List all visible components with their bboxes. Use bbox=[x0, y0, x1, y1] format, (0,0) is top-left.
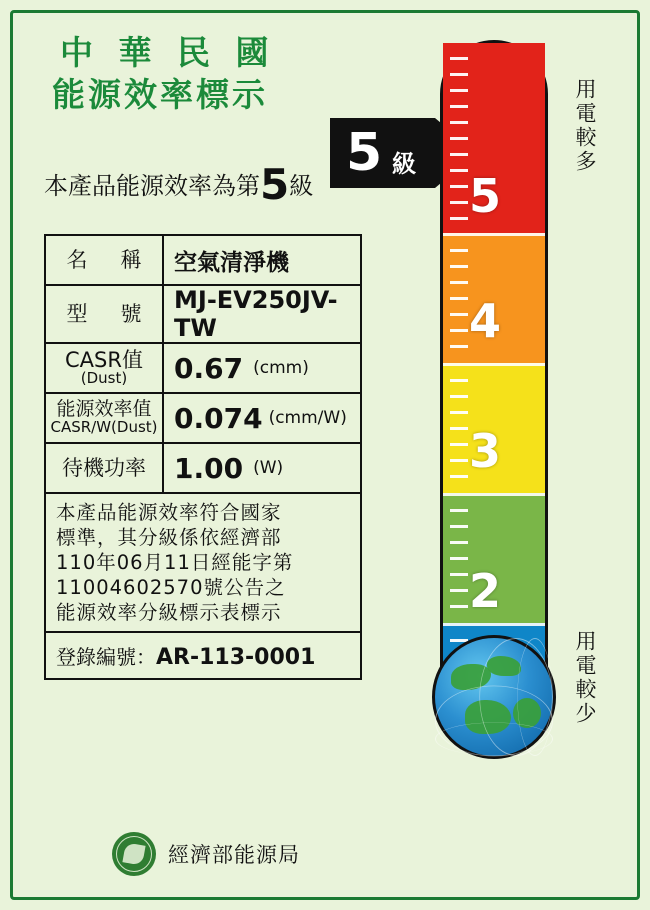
row-value-unit: (cmm) bbox=[253, 358, 309, 378]
level-number-2: 2 bbox=[469, 564, 502, 618]
grade-sentence bbox=[44, 160, 313, 209]
row-label-main: 型 號 bbox=[66, 301, 148, 326]
row-label bbox=[46, 236, 164, 284]
registration-value: AR-113-0001 bbox=[156, 645, 316, 670]
row-value-number: 0.67 bbox=[174, 351, 244, 385]
energy-thermometer bbox=[440, 40, 548, 740]
level-number-3: 3 bbox=[469, 424, 502, 478]
row-label bbox=[46, 394, 164, 442]
table-row bbox=[46, 236, 360, 286]
row-value bbox=[164, 444, 360, 492]
badge-number: 5 bbox=[346, 123, 383, 183]
product-info-table bbox=[44, 234, 362, 680]
table-row bbox=[46, 286, 360, 344]
badge-suffix: 級 bbox=[392, 150, 416, 178]
agency-name: 經濟部能源局 bbox=[168, 843, 300, 867]
row-value-unit: (cmm/W) bbox=[268, 408, 347, 428]
note-line: 110年06月11日經能字第 bbox=[56, 551, 294, 574]
row-value-text: MJ-EV250JV-TW bbox=[174, 286, 338, 342]
row-label bbox=[46, 344, 164, 392]
title-line-2: 能源效率標示 bbox=[52, 75, 268, 114]
compliance-note bbox=[46, 494, 360, 633]
row-label-main: 待機功率 bbox=[62, 455, 146, 480]
thermometer-bottom-note: 用電較少 bbox=[573, 630, 597, 726]
note-line: 能源效率分級標示表標示 bbox=[56, 601, 282, 624]
registration-row bbox=[46, 633, 360, 678]
registration-label: 登錄編號： bbox=[56, 645, 156, 669]
globe-parallel bbox=[435, 722, 553, 755]
seal-leaf-shape bbox=[122, 842, 145, 865]
row-label-sub: (Dust) bbox=[80, 369, 128, 388]
row-value-number: 1.00 bbox=[174, 451, 244, 485]
note-line: 標準，其分級係依經濟部 bbox=[56, 526, 282, 549]
row-label-main: 名 稱 bbox=[66, 247, 148, 272]
table-row bbox=[46, 344, 360, 394]
title-line-1: 中 華 民 國 bbox=[60, 33, 276, 72]
level-number-5: 5 bbox=[469, 169, 502, 223]
row-value-unit: (W) bbox=[253, 458, 284, 478]
grade-sentence-number: 5 bbox=[260, 160, 290, 209]
earth-globe-icon bbox=[432, 635, 556, 759]
row-label-main: 能源效率值 bbox=[56, 398, 152, 421]
thermometer-tube bbox=[440, 40, 548, 700]
table-row bbox=[46, 444, 360, 494]
note-line: 11004602570號公告之 bbox=[56, 576, 286, 599]
thermometer-top-note: 用電較多 bbox=[573, 78, 597, 174]
row-value bbox=[164, 344, 360, 392]
row-label bbox=[46, 444, 164, 492]
row-label bbox=[46, 286, 164, 342]
footer bbox=[112, 832, 300, 876]
row-value-text: 空氣清淨機 bbox=[174, 249, 289, 276]
note-line: 本產品能源效率符合國家 bbox=[56, 501, 282, 524]
row-value-number: 0.074 bbox=[174, 401, 263, 435]
row-value bbox=[164, 236, 360, 284]
row-label-sub: CASR/W(Dust) bbox=[50, 418, 158, 437]
grade-sentence-suffix: 級 bbox=[289, 172, 314, 200]
header bbox=[48, 32, 378, 116]
row-value bbox=[164, 394, 360, 442]
row-value bbox=[164, 286, 360, 342]
level-number-4: 4 bbox=[469, 294, 502, 348]
energy-bureau-seal-icon bbox=[112, 832, 156, 876]
table-row bbox=[46, 394, 360, 444]
row-label-main: CASR值 bbox=[65, 348, 143, 373]
grade-sentence-prefix: 本產品能源效率為第 bbox=[44, 172, 260, 200]
